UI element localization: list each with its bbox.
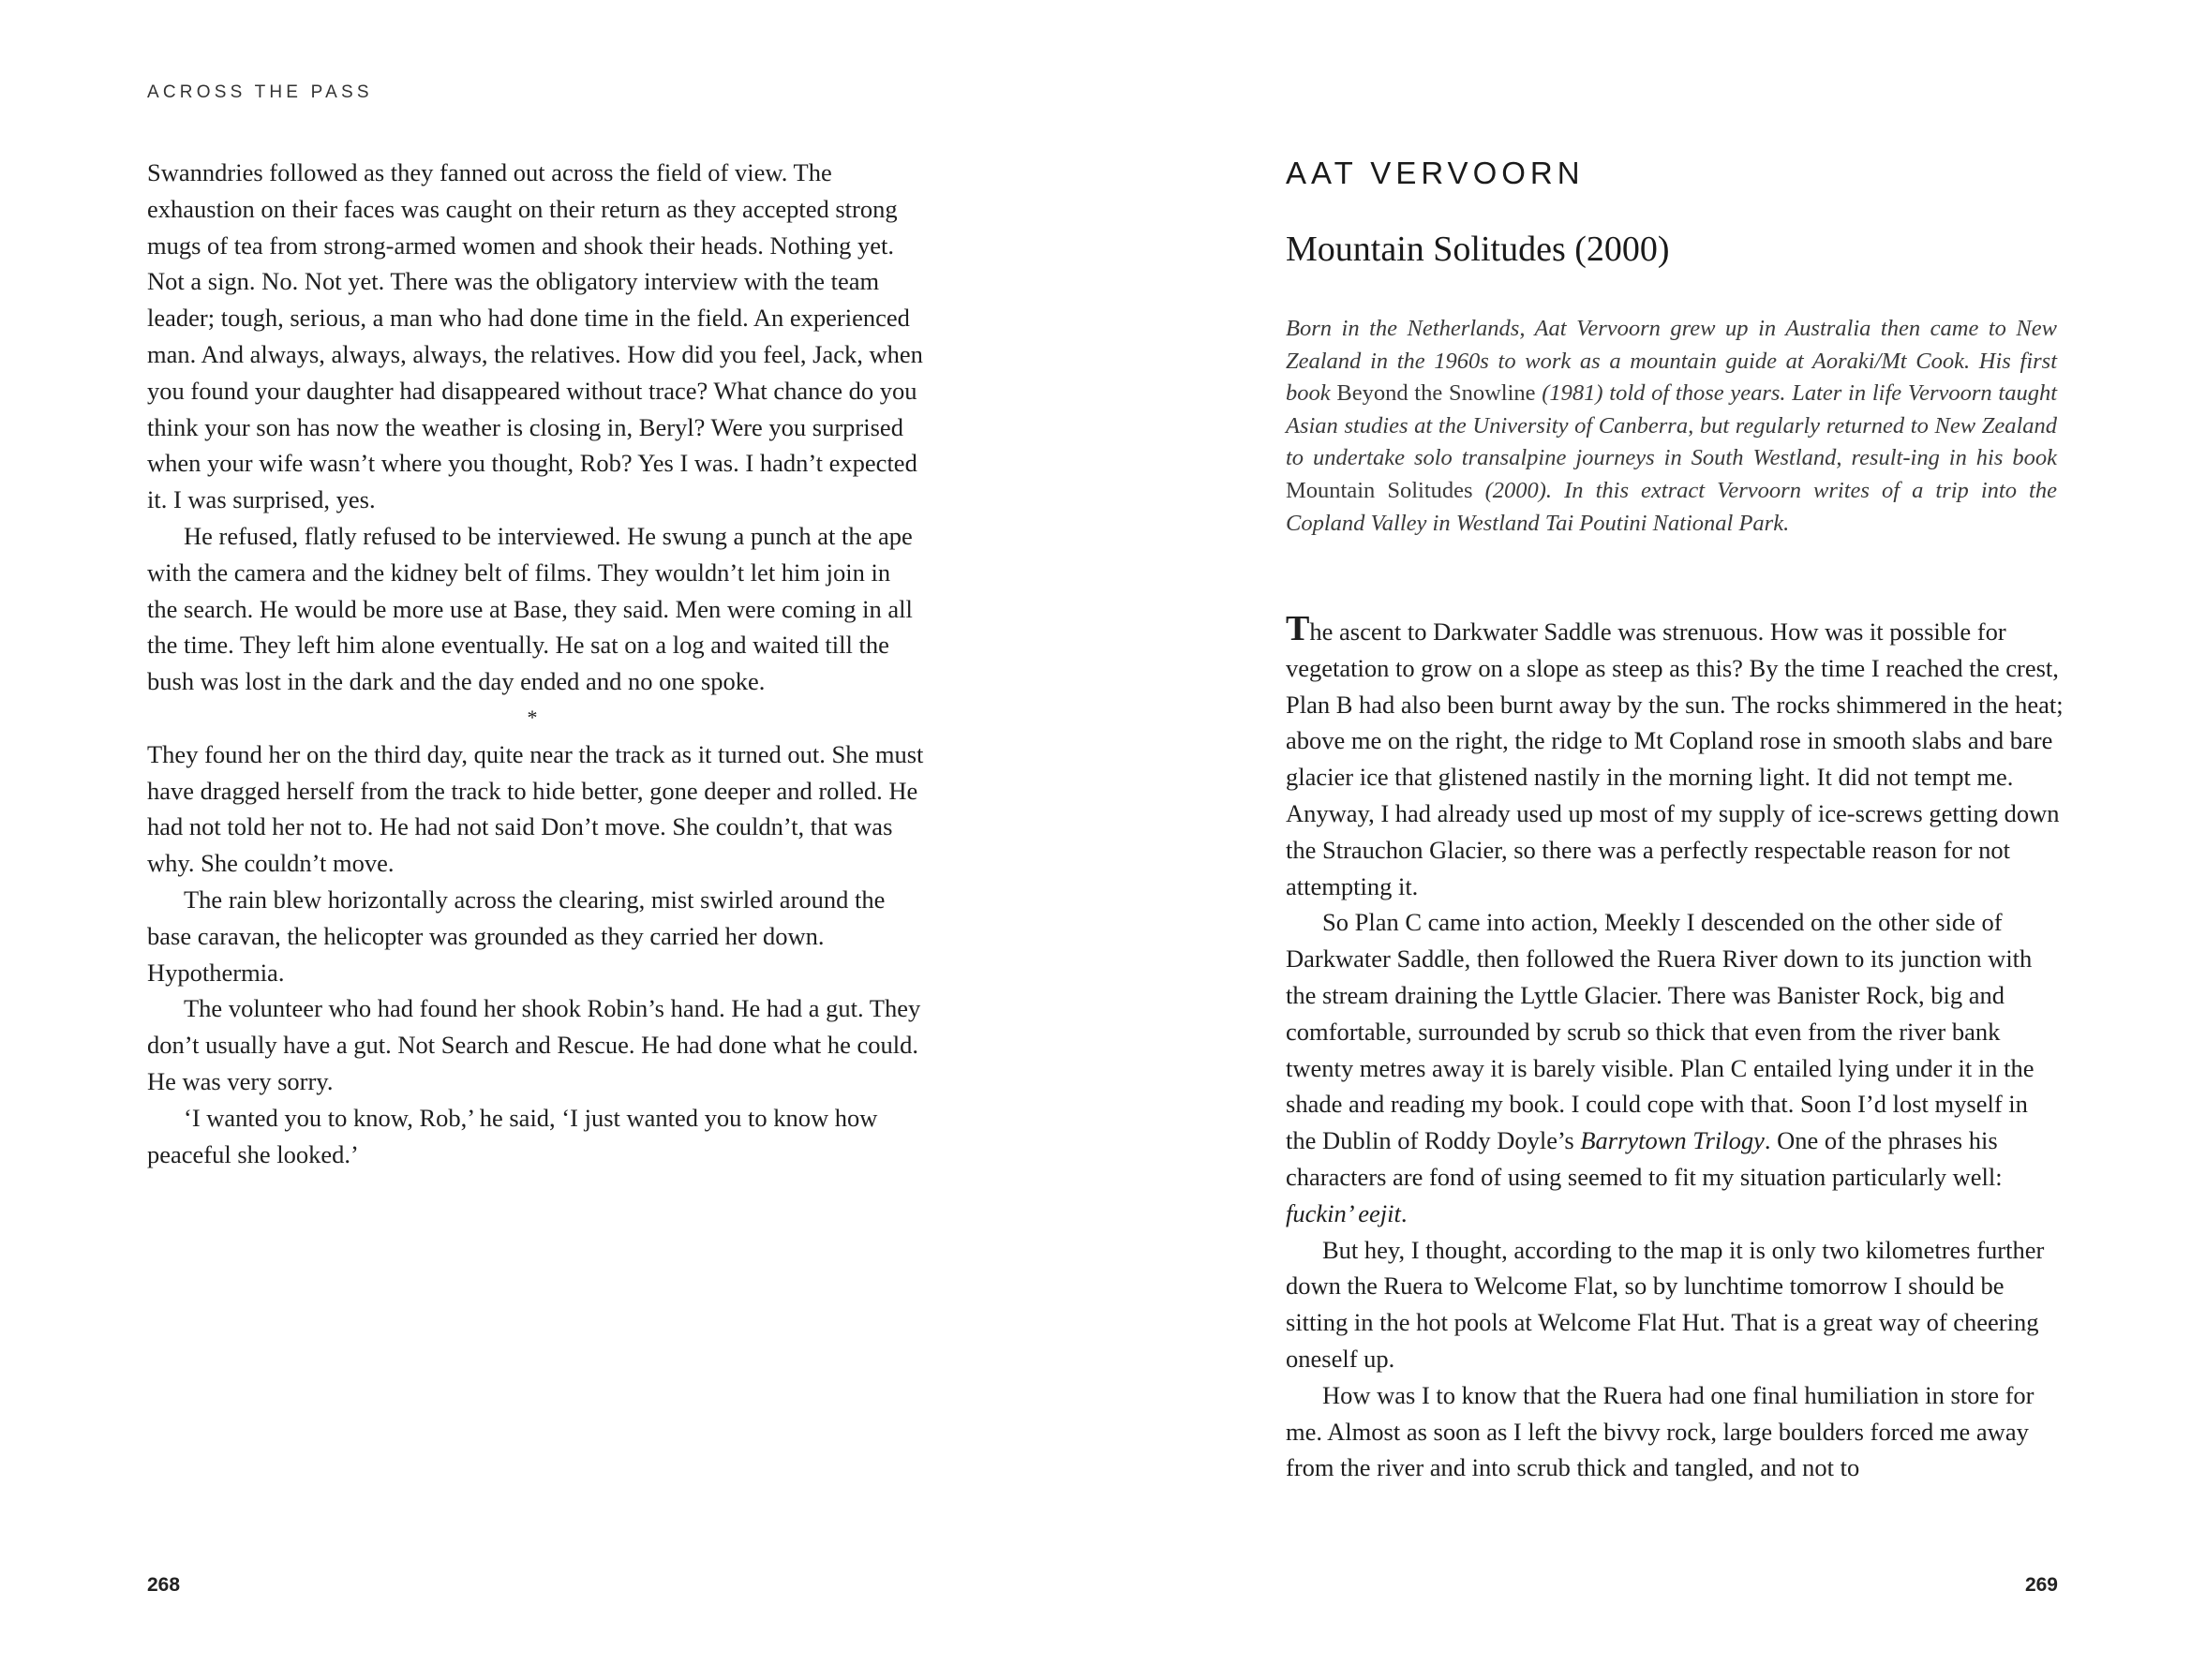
paragraph: The rain blew horizontally across the clearing, mist swirled around the base caravan, the helicopter was grounded as they carried her down. Hypothermia.	[147, 885, 886, 987]
paragraph: Swanndries followed as they fanned out across the field of view. The exhaustion on their faces was caught on their return as they accepted strong mugs of tea from strong-armed women and shook their heads. Nothing yet. Not a sign. No. Not yet. There was the obligatory interview with the team leader; tough, serious, a man who had done time in the field. An experienced man. And always, always, always, the relatives. How did you feel, Jack, when you found your daughter had disappeared without trace? What chance do you think your son has now the weather is closing in, Beryl? Were you surprised when your wife wasn’t where you thought, Rob? Yes I was. I hadn’t expected it. I was surprised, yes.	[147, 158, 923, 514]
author-heading: AAT VERVOORN	[1286, 156, 1585, 190]
right-body-text	[1286, 609, 2064, 1486]
page-number: 268	[147, 1574, 181, 1596]
paragraph: But hey, I thought, according to the map it is only two kilometres further down the Ruera to Welcome Flat, so by lunchtime tomorrow I should be sitting in the hot pools at Welcome Flat Hut. That is a great way of cheering oneself up.	[1286, 1235, 2045, 1373]
drop-cap: T	[1286, 609, 1310, 648]
paragraph: The volunteer who had found her shook Robin’s hand. He had a gut. They don’t usually have a gut. Not Search and Rescue. He had done what he could. He was very sorry.	[147, 994, 921, 1095]
intro-text: (1981) told of those years. Later in life Vervoorn taught Asian studies at the University of Canberra, but regularly returned to New Zealand to undertake solo transalpine journeys in South Westland, result-ing in his book	[1286, 380, 2057, 471]
running-head: ACROSS THE PASS	[147, 82, 373, 102]
paragraph: How was I to know that the Ruera had one final humiliation in store for me. Almost as soon as I left the bivvy rock, large boulders forced me away from the river and into scrub thick and tangled, and not to	[1286, 1380, 2034, 1482]
paragraph-text: So Plan C came into action, Meekly I descended on the other side of Darkwater Saddle, then followed the Ruera River down to its junction with the stream draining the Lyttle Glacier. There was Banister Rock, big and comfortable, surrounded by scrub so thick that even from the river bank twenty metres away it is barely visible. Plan C entailed lying under it in the shade and reading my book. I could cope with that. Soon I’d lost myself in the Dublin of Roddy Doyle’s	[1286, 908, 2034, 1155]
intro-text: Born in the Netherlands, Aat Vervoorn grew up in Australia then came to New Zealand in the 1960s to work as a mountain guide at Aoraki/Mt Cook. His first book	[1286, 316, 2057, 407]
paragraph: ‘I wanted you to know, Rob,’ he said, ‘I just wanted you to know how peaceful she looked.’	[147, 1103, 878, 1168]
right-page	[1096, 0, 2191, 1680]
intro-text: (2000). In this extract Vervoorn writes of a trip into the Copland Valley in Westland Tai Poutini National Park.	[1286, 477, 2057, 536]
book-title: Mountain Solitudes	[1286, 477, 1473, 503]
book-title: Barrytown Trilogy	[1580, 1126, 1765, 1155]
paragraph	[1286, 904, 2064, 1231]
intro-note	[1286, 313, 2057, 540]
paragraph: He refused, flatly refused to be interviewed. He swung a punch at the ape with the camera and the kidney belt of films. They wouldn’t let him join in the search. He would be more use at Base, they said. Men were coming in all the time. They left him alone eventually. He sat on a log and waited till the bush was lost in the dark and the day ended and no one spoke.	[147, 521, 913, 696]
left-body-text	[147, 155, 925, 1172]
paragraph-text: .	[1400, 1198, 1408, 1227]
page-number: 269	[2024, 1574, 2058, 1596]
scene-break: *	[527, 705, 538, 729]
paragraph: They found her on the third day, quite near the track as it turned out. She must have dragged herself from the track to hide better, gone deeper and rolled. He had not told her not to. He had not said Don’t move. She couldn’t, that was why. She couldn’t move.	[147, 739, 924, 878]
paragraph-text: . One of the phrases his characters are fond of using seemed to fit my situation particularly well:	[1286, 1126, 2003, 1191]
book-title: Beyond the Snowline	[1336, 380, 1536, 407]
emphasis: fuckin’ eejit	[1286, 1198, 1401, 1227]
paragraph-text: he ascent to Darkwater Saddle was strenuous. How was it possible for vegetation to grow on a slope as steep as this? By the time I reached the crest, Plan B had also been burnt away by the sun. The rocks shimmered in the heat; above me on the right, the ridge to Mt Copland rose in smooth slabs and bare glacier ice that glistened nastily in the morning light. It did not tempt me. Anyway, I had already used up most of my supply of ice-screws getting down the Strauchon Glacier, so there was a perfectly respectable reason for not attempting it.	[1286, 617, 2064, 900]
paragraph	[1286, 609, 2064, 904]
work-title: Mountain Solitudes (2000)	[1286, 230, 1670, 269]
